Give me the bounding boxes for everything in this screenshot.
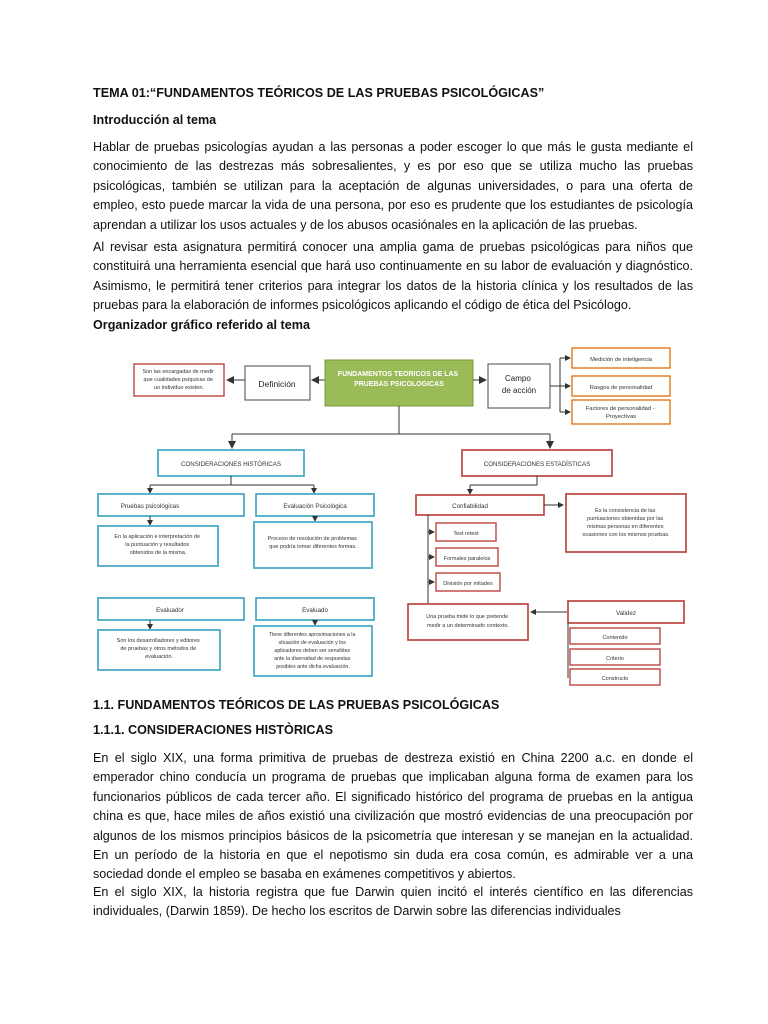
svg-text:Campo de acción: Campo de acción [501, 374, 537, 395]
svg-text:Medición de inteligencia: Medición de inteligencia [590, 357, 652, 363]
svg-text:Una prueba mide lo que pretend: Una prueba mide lo que pretende medir a un determinado contexto. [426, 614, 509, 629]
svg-text:FUNDAMENTOS TEORICOS DE LAS: FUNDAMENTOS TEORICOS DE LAS PRUEBAS PSICOLOGICAS [337, 371, 459, 388]
svg-text:CONSIDERACIONES ESTADÍSTICAS: CONSIDERACIONES ESTADÍSTICAS [483, 461, 591, 468]
section-heading-1-1-1: 1.1.1. CONSIDERACIONES HISTÒRICAS [93, 723, 334, 737]
svg-text:Contenido: Contenido [602, 635, 628, 641]
historical-paragraph-2: En el siglo XIX, la historia registra que fue Darwin quien incitó el interés científico en las diferencias individuales, (Darwin 1859). De hecho los escritos de Darwin sobre las diferencias individuales [93, 885, 693, 919]
definition-label: Definición [258, 379, 296, 389]
concept-map-diagram [90, 342, 690, 690]
svg-text:Tiene diferentes aproximacione: Tiene diferentes aproximaciones a la situación de evaluación y los aplicadores deben ser sensibles ante la diversidad de respuestas posibles ante dicha evaluación. [269, 632, 356, 670]
svg-text:Proceso de resolución de probl: Proceso de resolución de problemas que podría tomar diferentes formas. [267, 536, 357, 550]
svg-text:Criterio: Criterio [606, 656, 624, 662]
svg-text:Son los desarrolladores y edit: Son los desarrolladores y editores de pruebas y otros métodos de evaluación. [116, 638, 200, 660]
document-title: TEMA 01:“FUNDAMENTOS TEÓRICOS DE LAS PRUEBAS PSICOLÓGICAS” [93, 86, 545, 100]
historical-paragraph-1: En el siglo XIX, una forma primitiva de pruebas de destreza existió en China 2200 a.c. en donde el emperador chino conducía un programa de pruebas que implicaban alguna forma de examen para los funcionarios públicos de cada tercer año. El significado histórico del programa de pruebas en la antigua china es que, hace miles de años existió una civilización que mostró evidencias de una preocupación por algunos de los mismos principios básicos de la psicometría que interesan y se manejan en la actualidad. En un período de la historia en que el nepotismo sin duda era cosa común, es admirable ver a una sociedad donde el empleo se basaba en exámenes competitivos y abiertos. [93, 751, 693, 882]
svg-text:Evaluador: Evaluador [156, 607, 184, 614]
svg-text:Test retest: Test retest [453, 531, 479, 537]
svg-text:División por mitades: División por mitades [443, 581, 493, 587]
svg-text:Son las encargadas de medir: Son las encargadas de medir que cualidades psíquicas de un individuo existen. [142, 369, 215, 391]
campo-item-factores [572, 400, 670, 424]
svg-text:Factores de personalidad -: Factores de personalidad - Proyectivas [585, 406, 655, 420]
organizer-heading: Organizador gráfico referido al tema [93, 318, 310, 332]
confiabilidad-description-box [566, 494, 686, 552]
svg-text:Evaluado: Evaluado [302, 607, 328, 614]
validez-description-box [408, 604, 528, 640]
intro-paragraph-1: Hablar de pruebas psicologías ayudan a las personas a poder escoger lo que más le gusta mediante el conocimiento de las destrezas más sobresalientes, y es por eso que se utiliza mucho las pruebas psicológicas, también se utilizan para la aceptación de algunas universidades, o para una oferta de empleo, esto puede marcar la vida de una persona, por eso es prudente que los estudiantes de psicología aprendan a utilizar los usos actuales y de los abusos ocasiónales en la aplicación de las pruebas. [93, 140, 693, 232]
intro-paragraph-2: Al revisar esta asignatura permitirá conocer una amplia gama de pruebas psicológicas para niños que constituirá una herramienta esencial que hará uso continuamente en su labor de evaluación y diagnóstico. Asimismo, le permitirá tener criterios para integrar los datos de la historia clínica y los resultados de las pruebas para la elaboración de informes psicológicos aplicando el código de ética del Psicólogo. [93, 240, 693, 313]
svg-text:Formales paralelos: Formales paralelos [443, 556, 491, 562]
svg-text:En la aplicación e interpretac: En la aplicación e interpretación de la puntuación y resultados obtenidos de la misma. [114, 534, 201, 556]
svg-text:Confiabilidad: Confiabilidad [452, 503, 488, 510]
svg-text:Validez: Validez [616, 610, 636, 617]
svg-text:Evaluación Psicológica: Evaluación Psicológica [283, 503, 347, 510]
svg-text:Constructo: Constructo [601, 676, 629, 682]
svg-text:CONSIDERACIONES HISTÓRICAS: CONSIDERACIONES HISTÓRICAS [180, 461, 282, 468]
section-heading-1-1: 1.1. FUNDAMENTOS TEÓRICOS DE LAS PRUEBAS PSICOLÓGICAS [93, 698, 500, 712]
svg-text:Rasgos de personalidad: Rasgos de personalidad [589, 385, 653, 391]
intro-heading: Introducción al tema [93, 113, 217, 127]
svg-text:Pruebas psicológicas: Pruebas psicológicas [120, 503, 180, 510]
svg-text:Es la consistencia de las: Es la consistencia de las puntuaciones obtenidas por las mismas personas en diferentes ocasiones con los mismos pruebas. [582, 508, 670, 538]
